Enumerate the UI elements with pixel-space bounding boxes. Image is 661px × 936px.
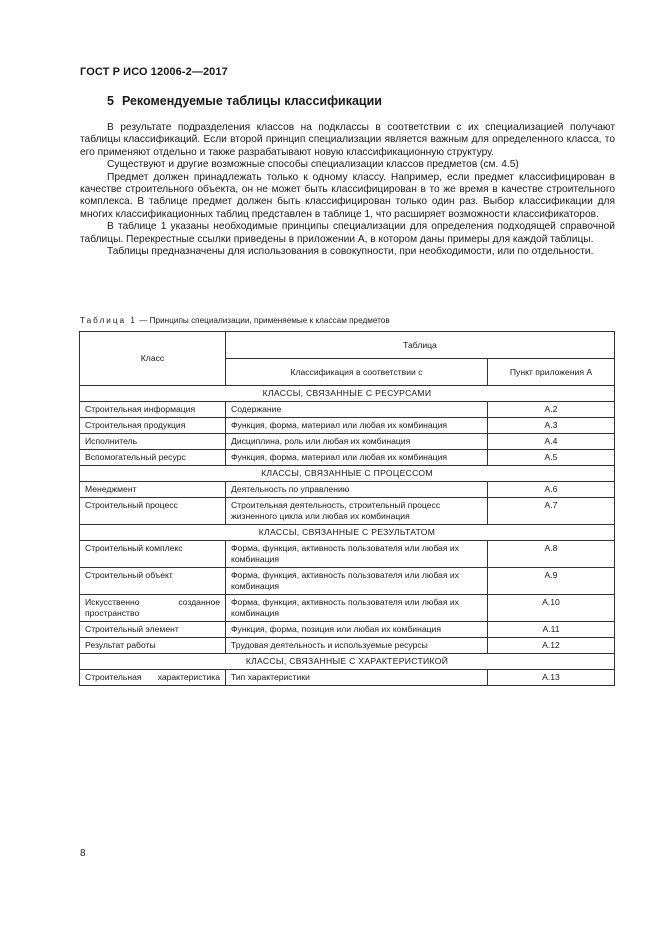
cell-annex: А.12 <box>488 638 615 654</box>
paragraph: В таблице 1 указаны необходимые принципы специализации для определения подходящей справочной таблицы. Перекрестные ссылки приведены в приложении А, в котором даны примеры для каждой таблицы. <box>80 221 615 245</box>
paragraph: Предмет должен принадлежать только к одному классу. Например, если предмет классифицирован в качестве строительного объекта, он не может быть классифицирован в то же время в качестве строительного комплекса. В таблице предмет должен быть классифицирован только один раз. Выбор классификации для многих классификационных таблиц представлен в таблице 1, что расширяет возможности классификаторов. <box>80 171 615 220</box>
page-number: 8 <box>80 848 86 859</box>
header-classification: Классификация в соответствии с <box>226 359 488 386</box>
table-row <box>80 498 615 525</box>
table-group-row <box>80 525 615 541</box>
document-header: ГОСТ Р ИСО 12006-2—2017 <box>80 66 228 78</box>
cell-classification: Содержание <box>226 402 488 418</box>
table-row <box>80 568 615 595</box>
cell-classification: Форма, функция, активность пользователя или любая их комбинация <box>226 568 488 595</box>
cell-classification: Функция, форма, материал или любая их комбинация <box>226 418 488 434</box>
table-row <box>80 418 615 434</box>
cell-class: Строительный объект <box>80 568 226 595</box>
cell-class: Вспомогательный ресурс <box>80 450 226 466</box>
table-caption-text: — Принципы специализации, применяемые к классам предметов <box>136 316 390 325</box>
cell-class: Строительный комплекс <box>80 541 226 568</box>
section-number: 5 <box>107 94 114 108</box>
group-title: КЛАССЫ, СВЯЗАННЫЕ С РЕСУРСАМИ <box>80 386 615 402</box>
table-row <box>80 622 615 638</box>
cell-class: Строительная продукция <box>80 418 226 434</box>
specialization-table <box>79 331 615 686</box>
cell-classification: Форма, функция, активность пользователя или любая их комбинация <box>226 595 488 622</box>
section-title <box>107 94 382 108</box>
table-row <box>80 670 615 686</box>
cell-class: Строительный элемент <box>80 622 226 638</box>
paragraph: Таблицы предназначены для использования в совокупности, при необходимости, или по отдельности. <box>107 246 594 258</box>
table-caption <box>80 316 390 325</box>
table-row <box>80 595 615 622</box>
cell-classification: Трудовая деятельность и используемые ресурсы <box>226 638 488 654</box>
header-table: Таблица <box>226 332 615 359</box>
table-row <box>80 402 615 418</box>
cell-annex: А.9 <box>488 568 615 595</box>
cell-annex: А.6 <box>488 482 615 498</box>
paragraph: Существуют и другие возможные способы специализации классов предметов (см. 4.5) <box>107 159 519 171</box>
table-row <box>80 482 615 498</box>
header-annex: Пункт приложения А <box>488 359 615 386</box>
cell-annex: А.3 <box>488 418 615 434</box>
cell-class: Строительная характеристика <box>80 670 226 686</box>
header-class: Класс <box>80 332 226 386</box>
table-row <box>80 434 615 450</box>
group-title: КЛАССЫ, СВЯЗАННЫЕ С РЕЗУЛЬТАТОМ <box>80 525 615 541</box>
body-text <box>80 122 615 258</box>
cell-annex: А.10 <box>488 595 615 622</box>
group-title: КЛАССЫ, СВЯЗАННЫЕ С ПРОЦЕССОМ <box>80 466 615 482</box>
cell-classification: Форма, функция, активность пользователя или любая их комбинация <box>226 541 488 568</box>
cell-annex: А.11 <box>488 622 615 638</box>
table-row <box>80 638 615 654</box>
cell-class: Результат работы <box>80 638 226 654</box>
cell-class: Строительный процесс <box>80 498 226 525</box>
cell-annex: А.2 <box>488 402 615 418</box>
table-body <box>80 386 615 686</box>
cell-annex: А.8 <box>488 541 615 568</box>
cell-class: Искусственно созданное пространство <box>80 595 226 622</box>
cell-annex: А.7 <box>488 498 615 525</box>
table-row <box>80 541 615 568</box>
cell-class: Исполнитель <box>80 434 226 450</box>
section-title-text: Рекомендуемые таблицы классификации <box>121 94 382 108</box>
table-caption-label: Таблица 1 <box>80 316 137 325</box>
cell-annex: А.13 <box>488 670 615 686</box>
cell-classification: Дисциплина, роль или любая их комбинация <box>226 434 488 450</box>
table-group-row <box>80 654 615 670</box>
cell-class: Менеджмент <box>80 482 226 498</box>
cell-classification: Функция, форма, материал или любая их комбинация <box>226 450 488 466</box>
cell-classification: Тип характеристики <box>226 670 488 686</box>
table-group-row <box>80 386 615 402</box>
table-row <box>80 450 615 466</box>
cell-annex: А.4 <box>488 434 615 450</box>
cell-classification: Строительная деятельность, строительный процесс жизненного цикла или любая их комбинация <box>226 498 488 525</box>
cell-classification: Функция, форма, позиция или любая их комбинация <box>226 622 488 638</box>
cell-classification: Деятельность по управлению <box>226 482 488 498</box>
cell-class: Строительная информация <box>80 402 226 418</box>
table-group-row <box>80 466 615 482</box>
paragraph: В результате подразделения классов на подклассы в соответствии с их специализацией получают таблицы классификаций. Если второй принцип специализации является важным для определенного класса, то его применяют отдельно и также разрабатывают новую классификационную структуру. <box>80 122 615 158</box>
group-title: КЛАССЫ, СВЯЗАННЫЕ С ХАРАКТЕРИСТИКОЙ <box>80 654 615 670</box>
cell-annex: А.5 <box>488 450 615 466</box>
